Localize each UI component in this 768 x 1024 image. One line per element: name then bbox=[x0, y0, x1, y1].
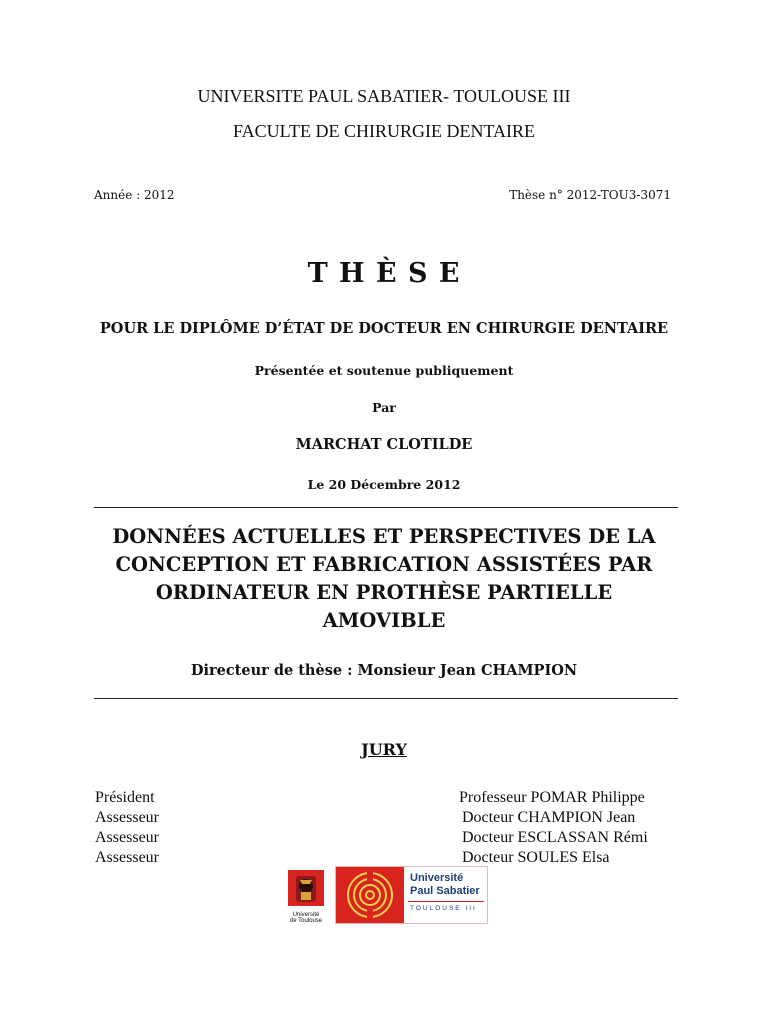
jury-heading: JURY bbox=[361, 740, 407, 759]
jury-role: Assesseur bbox=[95, 829, 159, 846]
ups-name-line1: Université bbox=[410, 872, 464, 884]
defense-date: Le 20 Décembre 2012 bbox=[307, 477, 461, 492]
bottom-divider bbox=[94, 698, 678, 699]
thesis-number: Thèse n° 2012-TOU3-3071 bbox=[509, 188, 671, 202]
university-name: UNIVERSITE PAUL SABATIER- TOULOUSE III bbox=[197, 86, 571, 106]
toulouse-logo-text-1: Université bbox=[292, 912, 320, 918]
diploma-line: POUR LE DIPLÔME D’ÉTAT DE DOCTEUR EN CHIRURGIE DENTAIRE bbox=[99, 320, 669, 337]
universite-de-toulouse-logo bbox=[286, 868, 326, 922]
presented-line: Présentée et soutenue publiquement bbox=[254, 363, 514, 378]
ups-labyrinth-icon bbox=[336, 867, 404, 923]
author-name: MARCHAT CLOTILDE bbox=[295, 436, 473, 453]
jury-names bbox=[459, 788, 648, 868]
top-divider bbox=[94, 507, 678, 508]
jury-role: Assesseur bbox=[95, 849, 159, 866]
thesis-title-line: CONCEPTION ET FABRICATION ASSISTÉES PAR bbox=[115, 553, 653, 576]
ups-name-line2: Paul Sabatier bbox=[410, 885, 480, 897]
ups-accent-line bbox=[408, 901, 484, 902]
year-label: Année : 2012 bbox=[94, 188, 175, 202]
thesis-title bbox=[0, 523, 768, 635]
jury-role: Assesseur bbox=[95, 809, 159, 826]
jury-role: Président bbox=[95, 789, 155, 806]
jury-name: Docteur ESCLASSAN Rémi bbox=[462, 829, 648, 846]
doc-type-title: T H È S E bbox=[307, 258, 461, 289]
toulouse-logo-text-2: de Toulouse bbox=[289, 918, 323, 924]
jury-roles bbox=[95, 788, 159, 868]
ups-logo bbox=[335, 866, 488, 924]
thesis-title-line: DONNÉES ACTUELLES ET PERSPECTIVES DE LA bbox=[112, 525, 656, 548]
jury-name: Docteur CHAMPION Jean bbox=[462, 809, 636, 826]
faculty-name: FACULTE DE CHIRURGIE DENTAIRE bbox=[232, 121, 536, 141]
thesis-title-line: AMOVIBLE bbox=[322, 609, 446, 632]
jury-name: Docteur SOULES Elsa bbox=[462, 849, 610, 866]
toulouse-emblem-icon bbox=[286, 868, 326, 908]
ups-name-line3: TOULOUSE III bbox=[410, 905, 477, 912]
thesis-title-line: ORDINATEUR EN PROTHÈSE PARTIELLE bbox=[155, 581, 613, 604]
jury-name: Professeur POMAR Philippe bbox=[459, 789, 645, 806]
by-line: Par bbox=[372, 400, 396, 415]
thesis-director: Directeur de thèse : Monsieur Jean CHAMPION bbox=[190, 662, 578, 679]
